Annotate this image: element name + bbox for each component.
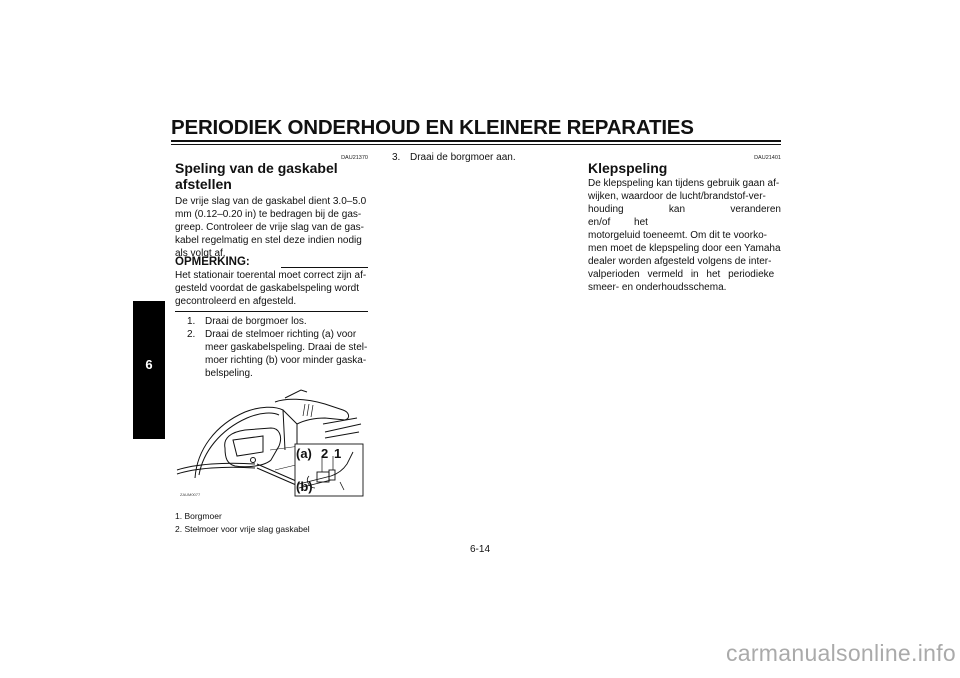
- section-heading-line: Speling van de gaskabel: [175, 160, 338, 176]
- step-number: 2.: [187, 329, 196, 340]
- paragraph-line: greep. Controleer de vrije slag van de gas-: [175, 222, 364, 233]
- section-heading: [175, 160, 375, 192]
- header-rule-thin: [171, 144, 781, 145]
- caption-line: 1. Borgmoer: [175, 511, 222, 521]
- step-line: moer richting (b) voor minder gaska-: [205, 355, 367, 366]
- list-item: [392, 151, 572, 164]
- section-paragraph: [588, 177, 781, 294]
- step-number: 1.: [187, 316, 196, 327]
- header-rule: [171, 140, 781, 142]
- figure-label-a: (a): [296, 446, 312, 461]
- section-code: DAU21401: [754, 155, 781, 161]
- watermark[interactable]: carmanualsonline.info: [725, 640, 956, 666]
- note-text: [175, 269, 368, 308]
- step-number: 3.: [392, 152, 401, 163]
- paragraph-line: valperioden vermeld in het periodieke: [588, 269, 775, 280]
- step-line: Draai de borgmoer aan.: [410, 152, 516, 163]
- paragraph-line: als volgt af.: [175, 248, 226, 259]
- list-item: [187, 328, 368, 380]
- page-title: PERIODIEK ONDERHOUD EN KLEINERE REPARATIES: [171, 116, 694, 139]
- note-rule-top: [281, 267, 368, 268]
- page-number: 6-14: [469, 544, 490, 555]
- paragraph-line: De klepspeling kan tijdens gebruik gaan af-: [588, 178, 780, 189]
- throttle-grip-illustration: [175, 380, 370, 502]
- figure-label-1: 1: [334, 446, 342, 461]
- paragraph-line: mm (0.12–0.20 in) te bedragen bij de gas-: [175, 209, 362, 220]
- figure-label-2: 2: [321, 446, 329, 461]
- section-code: DAU21370: [341, 155, 368, 161]
- paragraph-line: men moet de klepspeling door een Yamaha: [588, 243, 781, 254]
- note-line: gecontroleerd en afgesteld.: [175, 296, 297, 307]
- step-list-continued: [392, 151, 572, 164]
- figure-label-b: (b): [296, 479, 313, 494]
- step-line: belspeling.: [205, 368, 253, 379]
- paragraph-line: motorgeluid toeneemt. Om dit te voorko-: [588, 230, 767, 241]
- note-line: Het stationair toerental moet correct zijn af-: [175, 270, 367, 281]
- note-label: OPMERKING:: [175, 256, 250, 268]
- paragraph-line: houding kan veranderen en/of het: [588, 204, 781, 228]
- step-line: meer gaskabelspeling. Draai de stel-: [205, 342, 368, 353]
- section-paragraph: [175, 195, 368, 260]
- step-list: [187, 315, 368, 380]
- paragraph-line: dealer worden afgesteld volgens de inter-: [588, 256, 772, 267]
- paragraph-line: wijken, waardoor de lucht/brandstof-ver-: [588, 191, 766, 202]
- section-heading-line: afstellen: [175, 176, 232, 192]
- note-rule-bottom: [175, 311, 368, 312]
- step-line: Draai de borgmoer los.: [205, 316, 307, 327]
- list-item: [187, 315, 368, 328]
- section-heading: Klepspeling: [588, 160, 668, 176]
- chapter-number: 6: [145, 357, 153, 372]
- caption-line: 2. Stelmoer voor vrije slag gaskabel: [175, 524, 310, 534]
- step-line: Draai de stelmoer richting (a) voor: [205, 329, 357, 340]
- paragraph-line: kabel regelmatig en stel deze indien nodig: [175, 235, 362, 246]
- note-line: gesteld voordat de gaskabelspeling wordt: [175, 283, 360, 294]
- paragraph-line: smeer- en onderhoudsschema.: [588, 282, 727, 293]
- figure-captions: [175, 510, 375, 536]
- paragraph-line: De vrije slag van de gaskabel dient 3.0–5.0: [175, 196, 367, 207]
- figure-code: ZAUM0077: [180, 492, 201, 497]
